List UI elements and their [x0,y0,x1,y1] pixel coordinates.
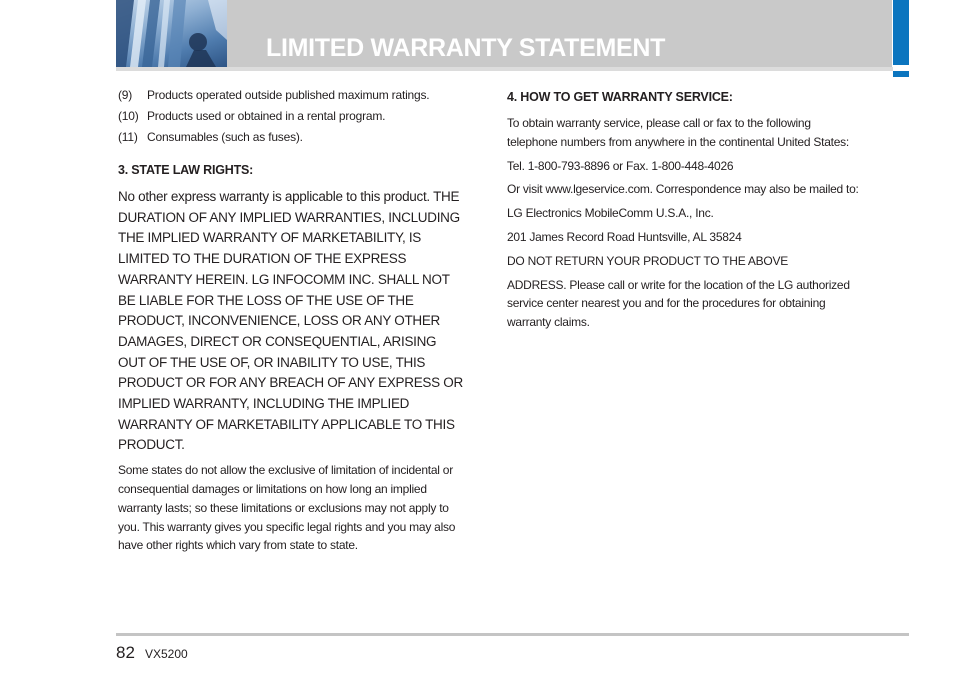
service-paragraph: To obtain warranty service, please call or fax to the following telephone numbers from anywhere in the continental United States: [507,116,849,149]
right-column [507,87,859,337]
list-item [118,87,466,103]
service-website: Or visit www.lgeservice.com. Correspondence may also be mailed to: [507,182,859,197]
service-warning: DO NOT RETURN YOUR PRODUCT TO THE ABOVE [507,253,788,268]
header-photo-graphic [116,0,227,67]
header-photo [116,0,227,67]
service-company: LG Electronics MobileComm U.S.A., Inc. [507,206,714,221]
list-item-text: Products used or obtained in a rental program. [147,109,386,123]
list-item-number: (10) [118,109,139,123]
service-phone: Tel. 1-800-793-8896 or Fax. 1-800-448-4026 [507,158,734,173]
page-title: LIMITED WARRANTY STATEMENT [266,34,666,62]
section-tab-marker [893,0,909,65]
model-label: VX5200 [145,647,188,661]
list-item-number: (11) [118,130,138,144]
header-divider [116,67,893,71]
section-heading-state-law: 3. STATE LAW RIGHTS: [118,163,254,177]
list-item [118,108,466,124]
list-item-text: Products operated outside published maximum ratings. [147,88,430,102]
page-number: 82 [116,643,135,662]
state-law-note: Some states do not allow the exclusive of limitation of incidental or consequential damages or limitations on how long an implied warranty lasts; so these limitations or exclusions may not apply to you. This warranty gives you specific legal rights and you may also have other rights which vary from state to state. [118,463,456,553]
left-column [118,87,466,560]
service-address: 201 James Record Road Huntsville, AL 35824 [507,229,742,244]
list-item-text: Consumables (such as fuses). [147,130,303,144]
section-tab-marker-small [893,71,909,77]
list-item [118,129,466,145]
section-heading-warranty-service: 4. HOW TO GET WARRANTY SERVICE: [507,90,733,104]
state-law-paragraph: No other express warranty is applicable to this product. THE DURATION OF ANY IMPLIED WARRANTIES, INCLUDING THE IMPLIED WARRANTY OF MARKETABILITY, IS LIMITED TO THE DURATION OF THE EXPRESS WARRANTY HEREIN. LG INFOCOMM INC. SHALL NOT BE LIABLE FOR THE LOSS OF THE USE OF THE PRODUCT, INCONVENIENCE, LOSS OR ANY OTHER DAMAGES, DIRECT OR CONSEQUENTIAL, ARISING OUT OF THE USE OF, OR INABILITY TO USE, THIS PRODUCT OR FOR ANY BREACH OF ANY EXPRESS OR IMPLIED WARRANTY, INCLUDING THE IMPLIED WARRANTY OF MARKETABILITY APPLICABLE TO THIS PRODUCT. [118,189,463,453]
footer-divider [116,633,909,636]
service-instructions: ADDRESS. Please call or write for the location of the LG authorized service center nearest you and for the procedures for obtaining warranty claims. [507,277,850,330]
list-item-number: (9) [118,88,133,102]
